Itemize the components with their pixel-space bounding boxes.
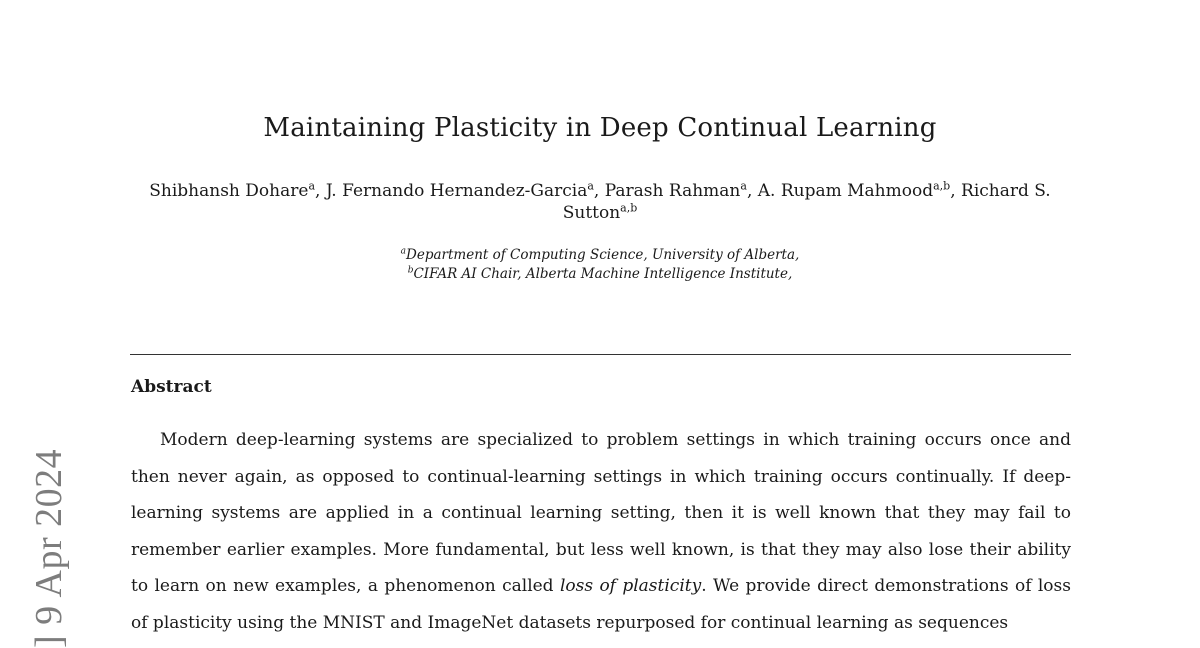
affil-mark: a,b: [620, 201, 638, 215]
affil-mark: a: [587, 179, 594, 193]
affil-mark: a: [308, 179, 315, 193]
author: Richard S. Sutton$^{a,b}$: [562, 181, 1051, 223]
paper-title: Maintaining Plasticity in Deep Continual Learning: [263, 113, 937, 143]
affil-mark: a,b: [933, 179, 951, 193]
affil-mark: a: [400, 246, 407, 257]
affiliation-list: [0, 246, 1200, 284]
affil-mark: a: [740, 179, 747, 193]
abstract-text: Modern deep-learning systems are specialized to problem settings in which training occurs once and then never again, as opposed to continual-learning settings in which training occurs continually. If deep-learning systems are applied in a continual learning setting, then it is well known that they may fail to remember earlier examples. More fundamental, but less well known, is that they may also lose their ability to learn on new examples, a phenomenon called loss of plasticity. We provide direct demonstrations of loss of plasticity using the MNIST and ImageNet datasets repurposed for continual learning as sequences: [131, 430, 1071, 633]
author-list: [130, 180, 1070, 224]
affiliation: $^b$CIFAR AI Chair, Alberta Machine Intelligence Institute,: [407, 265, 793, 282]
author: Parash Rahman$^a$,: [604, 179, 758, 201]
author: Shibhansh Dohare$^a$,: [149, 179, 326, 201]
affil-mark: b: [407, 265, 414, 276]
author: A. Rupam Mahmood$^{a,b}$,: [757, 179, 962, 201]
affiliation: $^a$Department of Computing Science, University of Alberta,: [400, 246, 800, 263]
abstract-heading: Abstract: [131, 377, 212, 397]
arxiv-sidebar-stamp: ] 9 Apr 2024: [28, 448, 70, 648]
horizontal-rule: [130, 354, 1071, 355]
emphasis: loss of plasticity: [559, 576, 702, 596]
author: J. Fernando Hernandez-Garcia$^a$,: [325, 179, 605, 201]
